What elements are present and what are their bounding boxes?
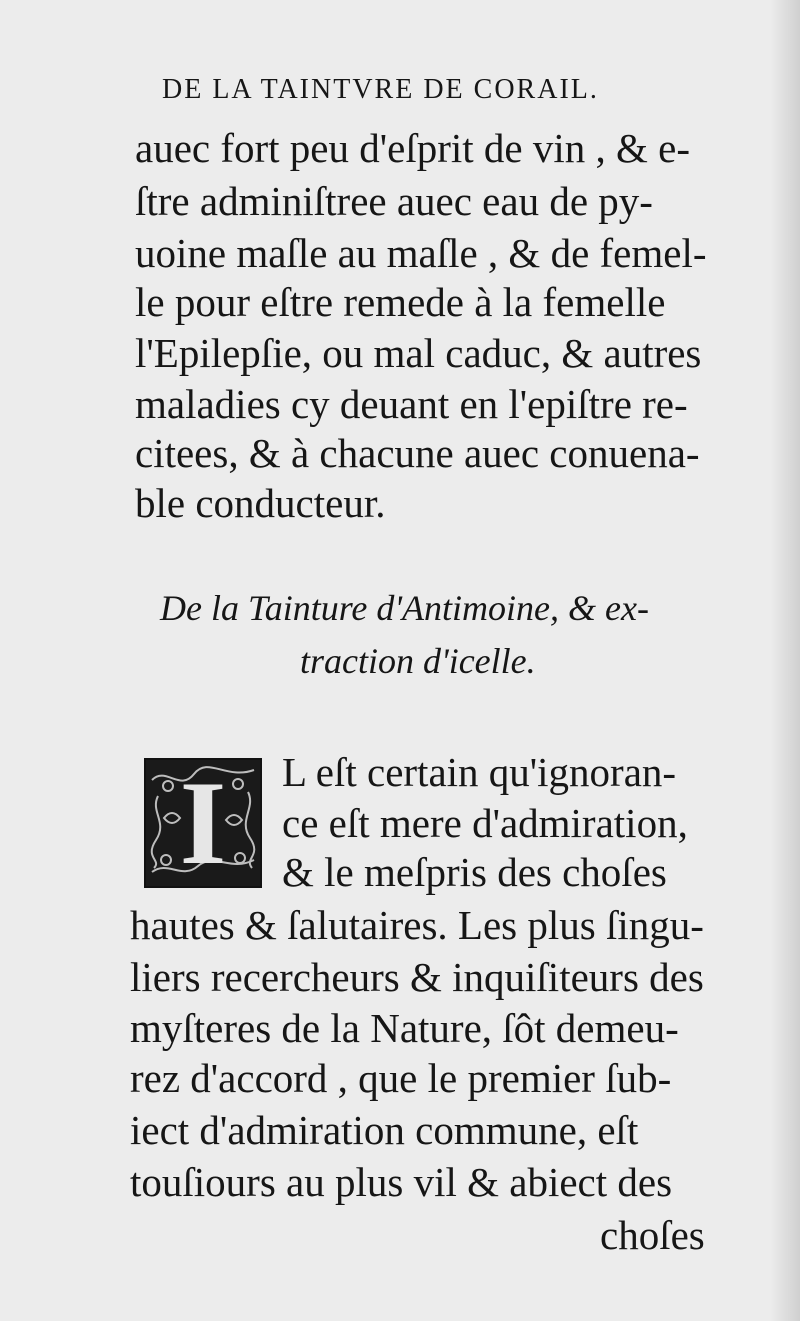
text-line: maladies cy deuant en l'epiſtre re- xyxy=(135,381,688,427)
ornamental-initial xyxy=(144,758,262,888)
drop-cap-letter: I xyxy=(179,756,227,889)
text-line: L eſt certain qu'ignoran- xyxy=(282,749,677,795)
text-line: ble conducteur. xyxy=(135,480,386,526)
text-line: iect d'admiration commune, eſt xyxy=(130,1107,639,1153)
section-heading-line: traction d'icelle. xyxy=(300,641,536,681)
text-line: uoine maſle au maſle , & de femel- xyxy=(135,230,707,276)
text-line: l'Epilepſie, ou mal caduc, & autres xyxy=(135,330,702,376)
text-line: myſteres de la Nature, ſôt demeu- xyxy=(130,1005,679,1051)
text-line: le pour eſtre remede à la femelle xyxy=(135,279,666,325)
section-heading-line: De la Tainture d'Antimoine, & ex- xyxy=(160,588,649,628)
text-line: rez d'accord , que le premier ſub- xyxy=(130,1055,672,1101)
running-head: DE LA TAINTVRE DE CORAIL. xyxy=(162,74,599,105)
text-line: hautes & ſalutaires. Les plus ſingu- xyxy=(130,902,704,948)
catchword: choſes xyxy=(600,1212,705,1258)
text-line: & le meſpris des choſes xyxy=(282,849,667,895)
text-line: liers recercheurs & inquiſiteurs des xyxy=(130,954,704,1000)
text-line: auec fort peu d'eſprit de vin , & e- xyxy=(135,125,690,171)
text-line: touſiours au plus vil & abiect des xyxy=(130,1159,673,1205)
text-line: citees, & à chacune auec conuena- xyxy=(135,430,700,476)
text-line: ce eſt mere d'admiration, xyxy=(282,800,688,846)
text-line: ſtre adminiſtree auec eau de py- xyxy=(135,178,653,224)
